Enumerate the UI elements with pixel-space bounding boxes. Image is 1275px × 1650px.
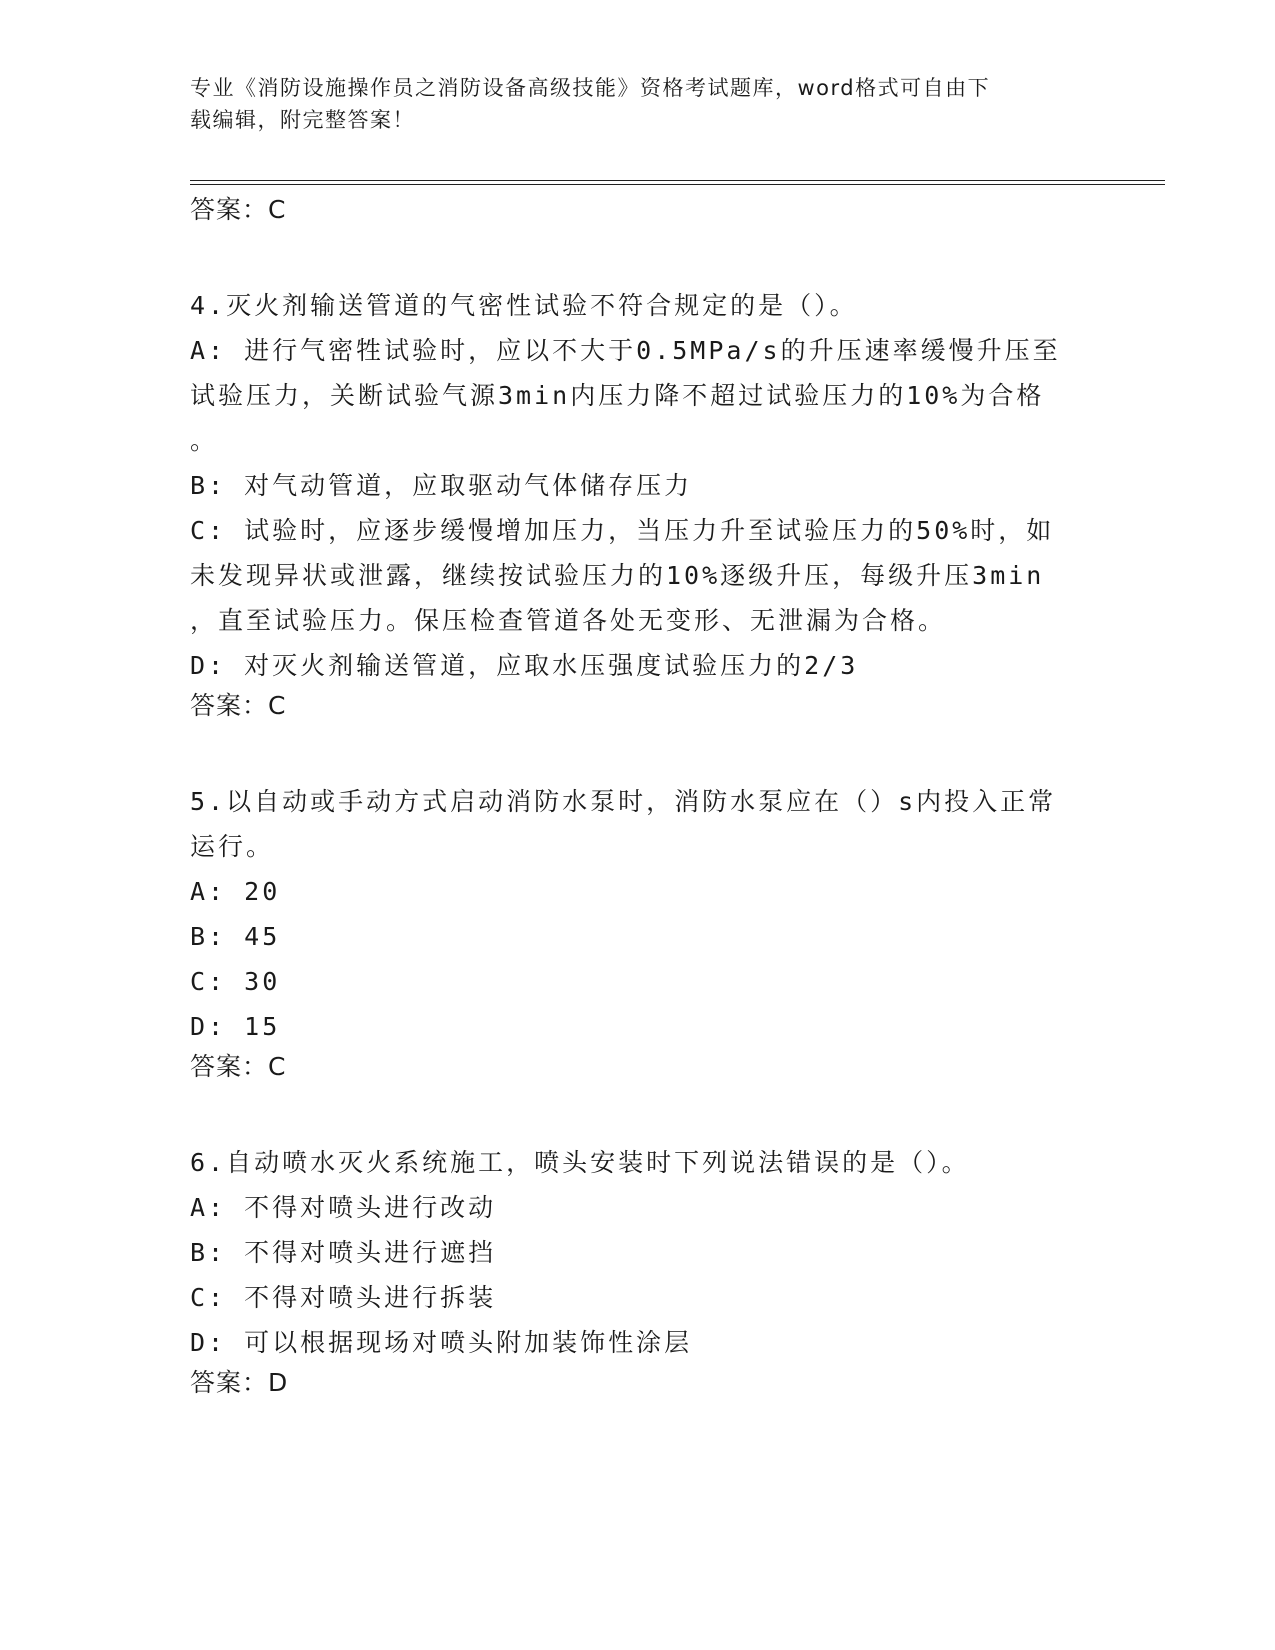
document-body — [190, 192, 1090, 1401]
answer-line: 答案：D — [190, 1368, 289, 1397]
option-line: 试验压力，关断试验气源3min内压力降不超过试验压力的10%为合格 — [190, 381, 1045, 410]
answer-line: 答案：C — [190, 691, 287, 720]
question-block — [190, 283, 1090, 724]
option-line: B: 对气动管道，应取驱动气体储存压力 — [190, 471, 693, 500]
option-line: B: 45 — [190, 922, 281, 951]
option-line: C: 试验时，应逐步缓慢增加压力，当压力升至试验压力的50%时，如 — [190, 516, 1055, 545]
option-line: C: 不得对喷头进行拆装 — [190, 1283, 497, 1312]
question-block — [190, 779, 1090, 1085]
question-stem: 4.灭火剂输送管道的气密性试验不符合规定的是（）。 — [190, 291, 858, 320]
option-line: D: 对灭火剂输送管道，应取水压强度试验压力的2/3 — [190, 651, 859, 680]
spacer — [190, 724, 1090, 779]
question-block — [190, 1140, 1090, 1401]
option-line: 。 — [190, 426, 219, 455]
question-stem: 运行。 — [190, 832, 275, 861]
option-line: D: 可以根据现场对喷头附加装饰性涂层 — [190, 1328, 693, 1357]
option-line: ，直至试验压力。保压检查管道各处无变形、无泄漏为合格。 — [190, 606, 947, 635]
option-line: A: 进行气密牲试验时，应以不大于0.5MPa/s的升压速率缓慢升压至 — [190, 336, 1061, 365]
option-line: D: 15 — [190, 1012, 281, 1041]
question-stem: 5.以自动或手动方式启动消防水泵时，消防水泵应在（）s内投入正常 — [190, 787, 1057, 816]
document-header — [190, 72, 1090, 136]
header-line-1: 专业《消防设施操作员之消防设备高级技能》资格考试题库，word格式可自由下 — [190, 76, 991, 100]
option-line: B: 不得对喷头进行遮挡 — [190, 1238, 497, 1267]
spacer — [190, 228, 1090, 283]
option-line: 未发现异状或泄露，继续按试验压力的10%逐级升压，每级升压3min — [190, 561, 1045, 590]
answer-line: 答案：C — [190, 195, 287, 224]
spacer — [190, 1085, 1090, 1140]
header-divider — [190, 180, 1165, 185]
question-stem: 6.自动喷水灭火系统施工，喷头安装时下列说法错误的是（）。 — [190, 1148, 970, 1177]
answer-line: 答案：C — [190, 1052, 287, 1081]
option-line: C: 30 — [190, 967, 281, 996]
option-line: A: 20 — [190, 877, 281, 906]
option-line: A: 不得对喷头进行改动 — [190, 1193, 497, 1222]
header-line-2: 载编辑，附完整答案！ — [190, 108, 415, 132]
